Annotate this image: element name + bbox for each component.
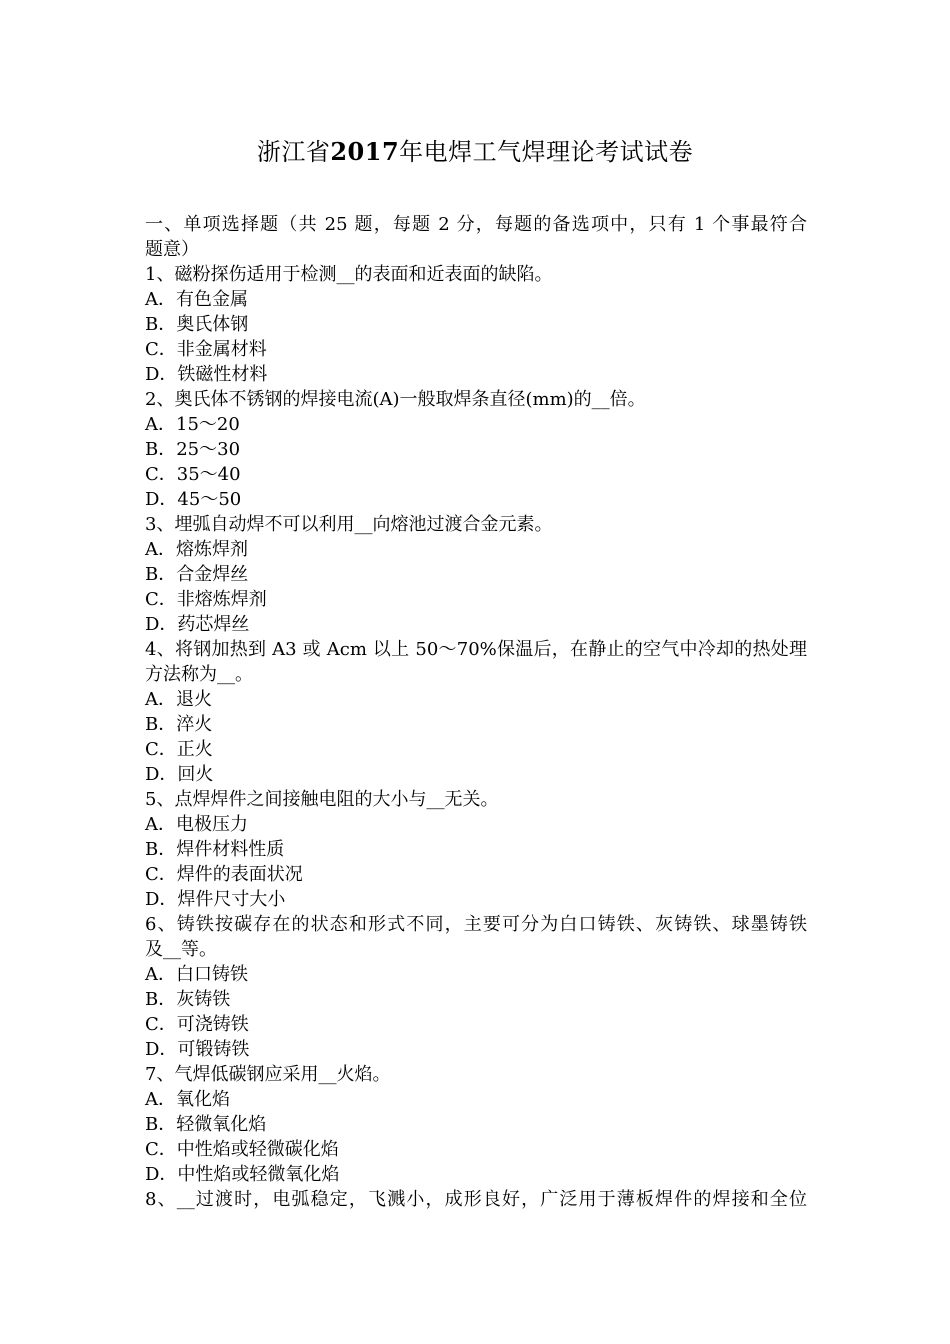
question-text: 1、磁粉探伤适用于检测__的表面和近表面的缺陷。 [145,264,553,285]
question-4 [145,637,807,787]
option-a: A．退火 [145,689,212,710]
question-text: 5、点焊焊件之间接触电阻的大小与__无关。 [145,789,499,810]
option-a: A．电极压力 [145,814,248,835]
option-b: B．淬火 [145,714,213,735]
option-d: D．焊件尺寸大小 [145,889,286,910]
option-c: C．焊件的表面状况 [145,864,303,885]
question-7 [145,1062,807,1187]
option-c: C．非熔炼焊剂 [145,589,267,610]
option-b: B．合金焊丝 [145,564,249,585]
question-5 [145,787,807,912]
section-header [145,212,807,262]
option-b: B．25～30 [145,439,241,460]
option-c: C．正火 [145,739,213,760]
question-1 [145,262,807,387]
question-6 [145,912,807,1062]
document-title: 浙江省2017年电焊工气焊理论考试试卷 [256,137,694,166]
option-c: C．可浇铸铁 [145,1014,249,1035]
option-b: B．灰铸铁 [145,989,231,1010]
option-d: D．回火 [145,764,214,785]
question-text: 8、__过渡时，电弧稳定，飞溅小，成形良好，广泛用于薄板焊件的焊接和全位 [145,1189,807,1210]
question-text: 4、将钢加热到 A3 或 Acm 以上 50～70%保温后，在静止的空气中冷却的热处理 [145,639,807,660]
question-2 [145,387,807,512]
option-a: A．有色金属 [145,289,248,310]
option-c: C．中性焰或轻微碳化焰 [145,1139,339,1160]
question-text: 2、奥氏体不锈钢的焊接电流(A)一般取焊条直径(mm)的__倍。 [145,389,646,410]
section-header-line: 一、单项选择题（共 25 题，每题 2 分，每题的备选项中，只有 1 个事最符合 [145,214,807,235]
option-d: D．中性焰或轻微氧化焰 [145,1164,340,1185]
option-d: D．45～50 [145,489,242,510]
option-a: A．15～20 [145,414,240,435]
option-a: A．白口铸铁 [145,964,248,985]
question-text: 3、埋弧自动焊不可以利用__向熔池过渡合金元素。 [145,514,553,535]
option-d: D．可锻铸铁 [145,1039,250,1060]
question-text: 6、铸铁按碳存在的状态和形式不同，主要可分为白口铸铁、灰铸铁、球墨铸铁 [145,914,807,935]
document-body [145,212,807,1212]
question-3 [145,512,807,637]
section-header-line: 题意） [145,239,199,260]
question-8 [145,1187,807,1212]
option-b: B．奥氏体钢 [145,314,249,335]
option-a: A．熔炼焊剂 [145,539,248,560]
option-b: B．焊件材料性质 [145,839,285,860]
option-d: D．铁磁性材料 [145,364,268,385]
option-a: A．氧化焰 [145,1089,230,1110]
option-d: D．药芯焊丝 [145,614,250,635]
question-text: 7、气焊低碳钢应采用__火焰。 [145,1064,391,1085]
option-b: B．轻微氧化焰 [145,1114,267,1135]
question-text-continued: 及__等。 [145,939,217,960]
option-c: C．35～40 [145,464,241,485]
option-c: C．非金属材料 [145,339,267,360]
question-text-continued: 方法称为__。 [145,664,253,685]
